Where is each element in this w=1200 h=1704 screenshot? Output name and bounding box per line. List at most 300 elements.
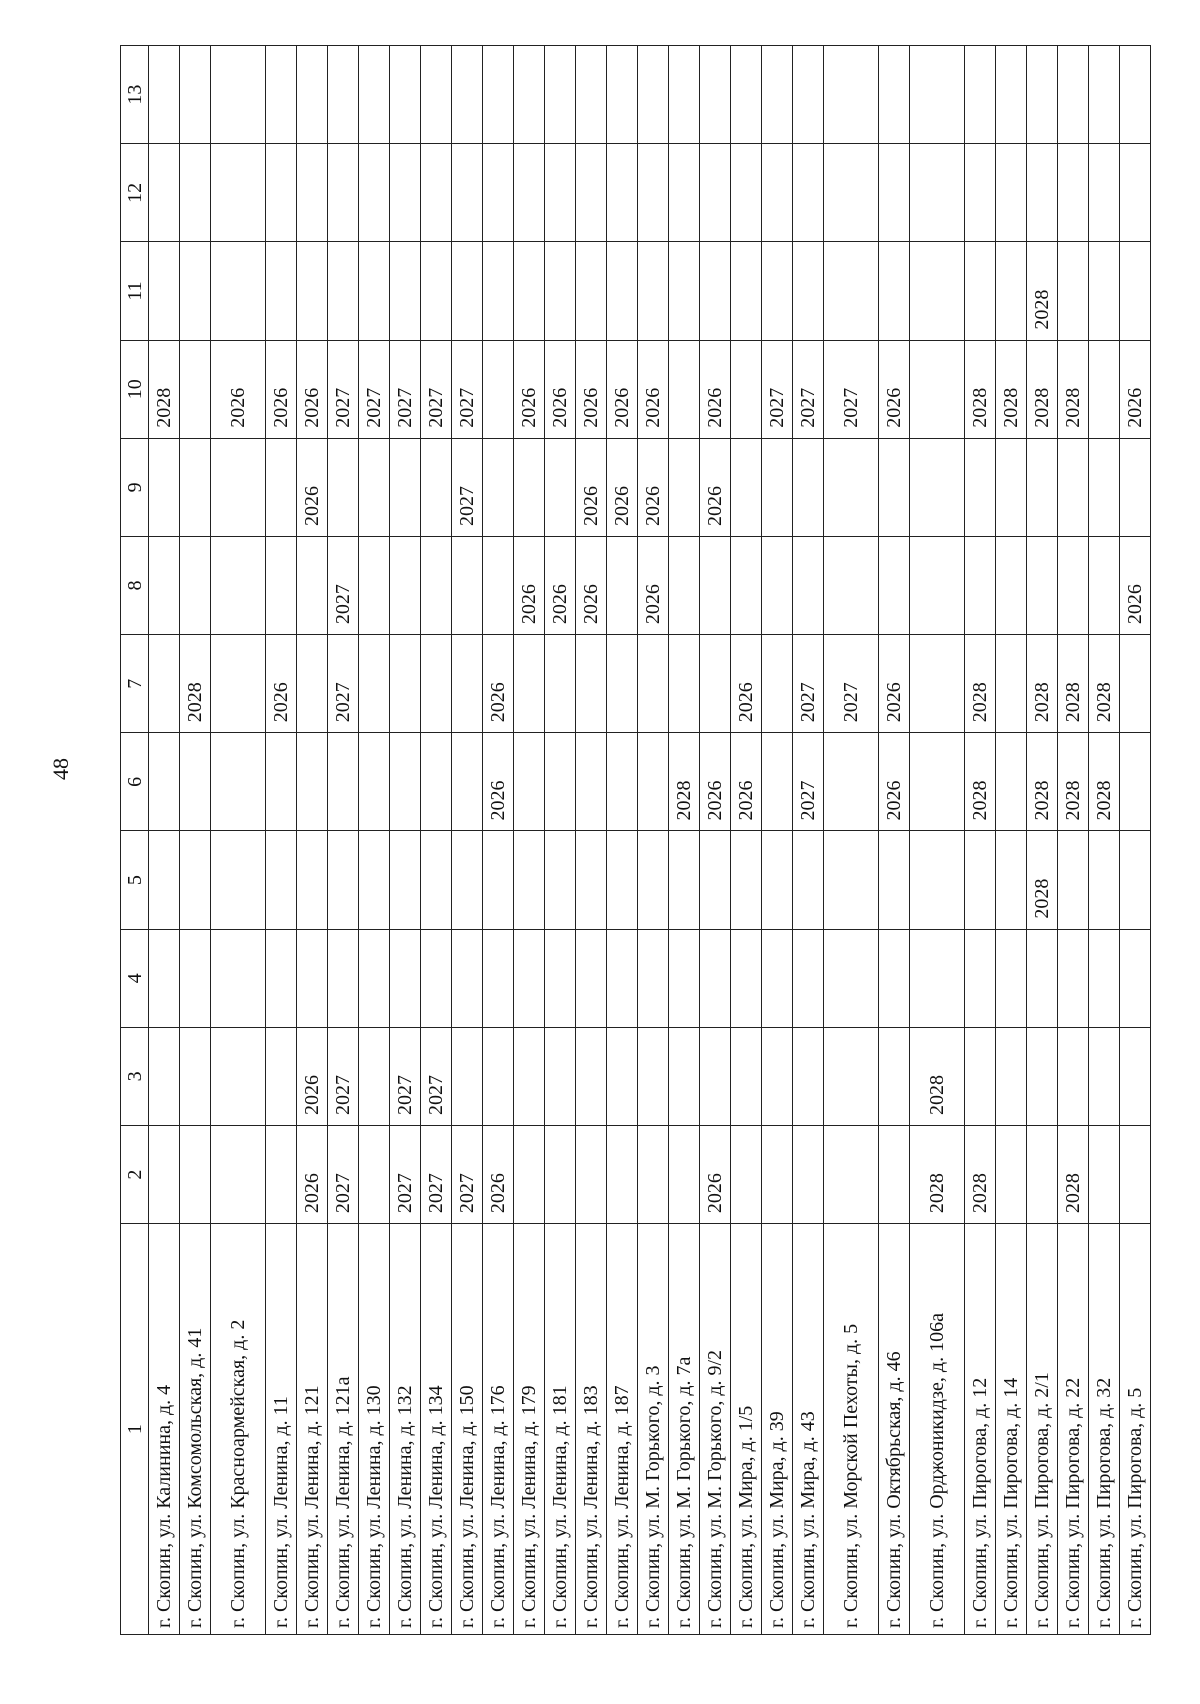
year-cell-col-5 (390, 831, 421, 929)
year-cell-col-12 (793, 144, 824, 242)
year-cell-col-7 (149, 635, 180, 733)
year-cell-col-9 (483, 438, 514, 536)
year-cell-col-5 (297, 831, 328, 929)
year-cell-col-11 (762, 242, 793, 340)
year-cell-col-6: 2028 (669, 733, 700, 831)
year-cell-col-13 (700, 46, 731, 144)
year-cell-col-9 (996, 438, 1027, 536)
year-cell-col-7 (762, 635, 793, 733)
year-cell-col-10 (180, 340, 211, 438)
year-cell-col-10: 2027 (359, 340, 390, 438)
year-cell-col-4 (700, 929, 731, 1027)
year-cell-col-3 (879, 1027, 910, 1125)
year-cell-col-13 (266, 46, 297, 144)
year-cell-col-5 (996, 831, 1027, 929)
table-row (211, 46, 266, 1635)
year-cell-col-2 (514, 1125, 545, 1223)
year-cell-col-5 (669, 831, 700, 929)
year-cell-col-2 (607, 1125, 638, 1223)
table-row (910, 46, 965, 1635)
year-cell-col-10: 2028 (149, 340, 180, 438)
year-cell-col-7: 2028 (180, 635, 211, 733)
year-cell-col-4 (1058, 929, 1089, 1027)
year-cell-col-2 (149, 1125, 180, 1223)
year-cell-col-11 (297, 242, 328, 340)
year-cell-col-12 (545, 144, 576, 242)
year-cell-col-3 (483, 1027, 514, 1125)
year-cell-col-13 (1058, 46, 1089, 144)
year-cell-col-9 (824, 438, 879, 536)
year-cell-col-13 (514, 46, 545, 144)
year-cell-col-12 (824, 144, 879, 242)
column-header-10: 10 (121, 340, 149, 438)
year-cell-col-6: 2027 (793, 733, 824, 831)
year-cell-col-11 (576, 242, 607, 340)
year-cell-col-12 (297, 144, 328, 242)
year-cell-col-6 (996, 733, 1027, 831)
year-cell-col-9 (359, 438, 390, 536)
year-cell-col-8 (1027, 536, 1058, 634)
year-cell-col-8 (824, 536, 879, 634)
column-header-7: 7 (121, 635, 149, 733)
year-cell-col-8 (266, 536, 297, 634)
year-cell-col-7 (638, 635, 669, 733)
year-cell-col-12 (1089, 144, 1120, 242)
year-cell-col-2: 2026 (297, 1125, 328, 1223)
year-cell-col-7 (545, 635, 576, 733)
year-cell-col-3 (1027, 1027, 1058, 1125)
year-cell-col-3 (1120, 1027, 1151, 1125)
year-cell-col-13 (607, 46, 638, 144)
address-cell: г. Скопин, ул. Комсомольская, д. 41 (180, 1224, 211, 1635)
year-cell-col-6 (421, 733, 452, 831)
year-cell-col-10 (483, 340, 514, 438)
year-cell-col-3 (793, 1027, 824, 1125)
year-cell-col-6: 2026 (731, 733, 762, 831)
year-cell-col-7: 2026 (483, 635, 514, 733)
year-cell-col-7: 2028 (1058, 635, 1089, 733)
year-cell-col-12 (607, 144, 638, 242)
year-cell-col-11 (638, 242, 669, 340)
year-cell-col-13 (576, 46, 607, 144)
year-cell-col-2 (545, 1125, 576, 1223)
year-cell-col-6 (452, 733, 483, 831)
year-cell-col-9: 2026 (297, 438, 328, 536)
year-cell-col-12 (514, 144, 545, 242)
year-cell-col-7: 2028 (1089, 635, 1120, 733)
year-cell-col-3 (266, 1027, 297, 1125)
year-cell-col-3 (149, 1027, 180, 1125)
year-cell-col-6: 2028 (1027, 733, 1058, 831)
table-row (483, 46, 514, 1635)
year-cell-col-3 (180, 1027, 211, 1125)
table-row (297, 46, 328, 1635)
year-cell-col-12 (328, 144, 359, 242)
address-cell: г. Скопин, ул. Ленина, д. 181 (545, 1224, 576, 1635)
year-cell-col-3 (359, 1027, 390, 1125)
year-cell-col-6 (180, 733, 211, 831)
year-cell-col-8 (149, 536, 180, 634)
year-cell-col-6 (1120, 733, 1151, 831)
year-cell-col-5 (180, 831, 211, 929)
year-cell-col-12 (965, 144, 996, 242)
year-cell-col-2 (1027, 1125, 1058, 1223)
year-cell-col-2 (762, 1125, 793, 1223)
year-cell-col-8 (669, 536, 700, 634)
year-cell-col-4 (483, 929, 514, 1027)
year-cell-col-12 (638, 144, 669, 242)
year-cell-col-3 (545, 1027, 576, 1125)
address-cell: г. Скопин, ул. Пирогова, д. 12 (965, 1224, 996, 1635)
column-header-6: 6 (121, 733, 149, 831)
year-cell-col-11 (149, 242, 180, 340)
year-cell-col-3 (669, 1027, 700, 1125)
year-cell-col-5 (149, 831, 180, 929)
year-cell-col-5 (965, 831, 996, 929)
year-cell-col-13 (638, 46, 669, 144)
year-cell-col-2: 2026 (483, 1125, 514, 1223)
year-cell-col-9 (211, 438, 266, 536)
table-row (421, 46, 452, 1635)
year-cell-col-7 (576, 635, 607, 733)
year-cell-col-6 (297, 733, 328, 831)
year-cell-col-6 (266, 733, 297, 831)
year-cell-col-2 (793, 1125, 824, 1223)
year-cell-col-13 (149, 46, 180, 144)
page-number: 48 (48, 758, 73, 780)
year-cell-col-3 (700, 1027, 731, 1125)
address-cell: г. Скопин, ул. Ленина, д. 187 (607, 1224, 638, 1635)
year-cell-col-9 (669, 438, 700, 536)
year-cell-col-11 (452, 242, 483, 340)
year-cell-col-5 (607, 831, 638, 929)
year-cell-col-5 (1058, 831, 1089, 929)
year-cell-col-7 (607, 635, 638, 733)
year-cell-col-8 (211, 536, 266, 634)
year-cell-col-8 (390, 536, 421, 634)
year-cell-col-2: 2027 (452, 1125, 483, 1223)
table-row (793, 46, 824, 1635)
year-cell-col-2: 2028 (1058, 1125, 1089, 1223)
address-cell: г. Скопин, ул. Ленина, д. 11 (266, 1224, 297, 1635)
year-cell-col-7 (669, 635, 700, 733)
year-cell-col-7 (910, 635, 965, 733)
year-cell-col-9 (1027, 438, 1058, 536)
year-cell-col-6: 2028 (1089, 733, 1120, 831)
year-cell-col-9 (421, 438, 452, 536)
year-cell-col-4 (297, 929, 328, 1027)
year-cell-col-5 (731, 831, 762, 929)
year-cell-col-4 (266, 929, 297, 1027)
year-cell-col-6 (762, 733, 793, 831)
table-row (700, 46, 731, 1635)
column-header-5: 5 (121, 831, 149, 929)
year-cell-col-6 (359, 733, 390, 831)
year-cell-col-2 (996, 1125, 1027, 1223)
year-cell-col-13 (996, 46, 1027, 144)
year-cell-col-13 (762, 46, 793, 144)
year-cell-col-9 (1058, 438, 1089, 536)
year-cell-col-11: 2028 (1027, 242, 1058, 340)
year-cell-col-11 (669, 242, 700, 340)
year-cell-col-2: 2028 (910, 1125, 965, 1223)
column-header-9: 9 (121, 438, 149, 536)
year-cell-col-7: 2026 (879, 635, 910, 733)
year-cell-col-3 (824, 1027, 879, 1125)
year-cell-col-5 (879, 831, 910, 929)
year-cell-col-12 (266, 144, 297, 242)
year-cell-col-12 (879, 144, 910, 242)
year-cell-col-8 (996, 536, 1027, 634)
year-cell-col-3 (731, 1027, 762, 1125)
year-cell-col-10 (731, 340, 762, 438)
year-cell-col-11 (266, 242, 297, 340)
table-row (879, 46, 910, 1635)
year-cell-col-7: 2028 (965, 635, 996, 733)
year-cell-col-11 (824, 242, 879, 340)
year-cell-col-10: 2027 (762, 340, 793, 438)
year-cell-col-3 (452, 1027, 483, 1125)
year-cell-col-5 (421, 831, 452, 929)
year-cell-col-12 (762, 144, 793, 242)
year-cell-col-3 (1089, 1027, 1120, 1125)
address-cell: г. Скопин, ул. Октябрьская, д. 46 (879, 1224, 910, 1635)
year-cell-col-7 (297, 635, 328, 733)
address-cell: г. Скопин, ул. Пирогова, д. 22 (1058, 1224, 1089, 1635)
year-cell-col-7: 2026 (266, 635, 297, 733)
column-header-3: 3 (121, 1027, 149, 1125)
year-cell-col-11 (910, 242, 965, 340)
year-cell-col-8 (452, 536, 483, 634)
year-cell-col-4 (421, 929, 452, 1027)
address-cell: г. Скопин, ул. Ленина, д. 150 (452, 1224, 483, 1635)
year-cell-col-8 (910, 536, 965, 634)
year-cell-col-3 (996, 1027, 1027, 1125)
year-cell-col-5: 2028 (1027, 831, 1058, 929)
address-cell: г. Скопин, ул. Ленина, д. 183 (576, 1224, 607, 1635)
year-cell-col-6 (910, 733, 965, 831)
table-row (1120, 46, 1151, 1635)
year-cell-col-11 (793, 242, 824, 340)
table-row (545, 46, 576, 1635)
year-cell-col-10: 2028 (1027, 340, 1058, 438)
year-cell-col-4 (910, 929, 965, 1027)
table-row (514, 46, 545, 1635)
year-cell-col-10 (669, 340, 700, 438)
year-cell-col-10: 2026 (545, 340, 576, 438)
year-cell-col-2 (1089, 1125, 1120, 1223)
year-cell-col-8: 2026 (576, 536, 607, 634)
year-cell-col-6 (149, 733, 180, 831)
address-cell: г. Скопин, ул. Пирогова, д. 2/1 (1027, 1224, 1058, 1635)
address-cell: г. Скопин, ул. Ленина, д. 176 (483, 1224, 514, 1635)
schedule-table-wrapper (120, 45, 1151, 1635)
year-cell-col-3: 2027 (421, 1027, 452, 1125)
year-cell-col-7 (452, 635, 483, 733)
year-cell-col-5 (266, 831, 297, 929)
year-cell-col-4 (359, 929, 390, 1027)
year-cell-col-2 (576, 1125, 607, 1223)
year-cell-col-2 (638, 1125, 669, 1223)
year-cell-col-8 (793, 536, 824, 634)
year-cell-col-7: 2027 (824, 635, 879, 733)
year-cell-col-9 (731, 438, 762, 536)
year-cell-col-12 (910, 144, 965, 242)
table-row (1058, 46, 1089, 1635)
address-cell: г. Скопин, ул. Ленина, д. 121а (328, 1224, 359, 1635)
year-cell-col-3 (965, 1027, 996, 1125)
year-cell-col-5 (762, 831, 793, 929)
year-cell-col-13 (1120, 46, 1151, 144)
year-cell-col-12 (1058, 144, 1089, 242)
year-cell-col-10: 2027 (452, 340, 483, 438)
year-cell-col-2 (1120, 1125, 1151, 1223)
year-cell-col-11 (390, 242, 421, 340)
table-row (638, 46, 669, 1635)
address-cell: г. Скопин, ул. Ленина, д. 130 (359, 1224, 390, 1635)
year-cell-col-4 (824, 929, 879, 1027)
year-cell-col-4 (793, 929, 824, 1027)
year-cell-col-12 (180, 144, 211, 242)
year-cell-col-6: 2026 (879, 733, 910, 831)
year-cell-col-4 (965, 929, 996, 1027)
year-cell-col-5 (1089, 831, 1120, 929)
year-cell-col-2 (180, 1125, 211, 1223)
table-row (452, 46, 483, 1635)
year-cell-col-10: 2026 (638, 340, 669, 438)
year-cell-col-4 (149, 929, 180, 1027)
year-cell-col-11 (545, 242, 576, 340)
year-cell-col-3: 2027 (390, 1027, 421, 1125)
year-cell-col-10: 2026 (211, 340, 266, 438)
year-cell-col-12 (149, 144, 180, 242)
year-cell-col-2 (211, 1125, 266, 1223)
year-cell-col-11 (421, 242, 452, 340)
year-cell-col-3 (1058, 1027, 1089, 1125)
year-cell-col-13 (1089, 46, 1120, 144)
table-row (180, 46, 211, 1635)
year-cell-col-10: 2027 (824, 340, 879, 438)
year-cell-col-10: 2027 (793, 340, 824, 438)
year-cell-col-9 (965, 438, 996, 536)
address-cell: г. Скопин, ул. М. Горького, д. 9/2 (700, 1224, 731, 1635)
year-cell-col-10: 2028 (1058, 340, 1089, 438)
schedule-table (120, 45, 1151, 1635)
table-row (576, 46, 607, 1635)
year-cell-col-9 (180, 438, 211, 536)
year-cell-col-5 (514, 831, 545, 929)
year-cell-col-5 (910, 831, 965, 929)
table-row (731, 46, 762, 1635)
year-cell-col-7 (1120, 635, 1151, 733)
year-cell-col-11 (1058, 242, 1089, 340)
year-cell-col-6 (824, 733, 879, 831)
address-cell: г. Скопин, ул. Калинина, д. 4 (149, 1224, 180, 1635)
year-cell-col-4 (879, 929, 910, 1027)
year-cell-col-11 (514, 242, 545, 340)
year-cell-col-10: 2026 (576, 340, 607, 438)
year-cell-col-3: 2027 (328, 1027, 359, 1125)
year-cell-col-12 (1120, 144, 1151, 242)
year-cell-col-4 (545, 929, 576, 1027)
year-cell-col-6: 2026 (483, 733, 514, 831)
address-cell: г. Скопин, ул. Ленина, д. 132 (390, 1224, 421, 1635)
year-cell-col-8: 2027 (328, 536, 359, 634)
year-cell-col-8 (879, 536, 910, 634)
year-cell-col-11 (965, 242, 996, 340)
address-cell: г. Скопин, ул. Ленина, д. 121 (297, 1224, 328, 1635)
year-cell-col-8 (359, 536, 390, 634)
year-cell-col-5 (576, 831, 607, 929)
year-cell-col-3 (762, 1027, 793, 1125)
year-cell-col-9 (149, 438, 180, 536)
year-cell-col-7 (390, 635, 421, 733)
year-cell-col-7: 2026 (731, 635, 762, 733)
year-cell-col-13 (421, 46, 452, 144)
year-cell-col-13 (452, 46, 483, 144)
year-cell-col-11 (731, 242, 762, 340)
address-cell: г. Скопин, ул. Мира, д. 1/5 (731, 1224, 762, 1635)
table-row (359, 46, 390, 1635)
year-cell-col-7 (359, 635, 390, 733)
table-row (607, 46, 638, 1635)
year-cell-col-9 (879, 438, 910, 536)
year-cell-col-4 (638, 929, 669, 1027)
year-cell-col-2 (731, 1125, 762, 1223)
year-cell-col-4 (607, 929, 638, 1027)
year-cell-col-13 (879, 46, 910, 144)
year-cell-col-3: 2026 (297, 1027, 328, 1125)
year-cell-col-11 (1120, 242, 1151, 340)
year-cell-col-2: 2027 (328, 1125, 359, 1223)
year-cell-col-7: 2028 (1027, 635, 1058, 733)
year-cell-col-10: 2027 (328, 340, 359, 438)
table-row (824, 46, 879, 1635)
year-cell-col-12 (483, 144, 514, 242)
year-cell-col-12 (996, 144, 1027, 242)
year-cell-col-4 (762, 929, 793, 1027)
table-row (390, 46, 421, 1635)
header-row (121, 46, 149, 1635)
year-cell-col-10 (910, 340, 965, 438)
address-cell: г. Скопин, ул. М. Горького, д. 7а (669, 1224, 700, 1635)
year-cell-col-2: 2028 (965, 1125, 996, 1223)
address-cell: г. Скопин, ул. Мира, д. 39 (762, 1224, 793, 1635)
year-cell-col-4 (669, 929, 700, 1027)
year-cell-col-5 (328, 831, 359, 929)
year-cell-col-6 (545, 733, 576, 831)
year-cell-col-9: 2026 (638, 438, 669, 536)
year-cell-col-12 (576, 144, 607, 242)
address-cell: г. Скопин, ул. Ленина, д. 179 (514, 1224, 545, 1635)
year-cell-col-2 (669, 1125, 700, 1223)
address-cell: г. Скопин, ул. М. Горького, д. 3 (638, 1224, 669, 1635)
year-cell-col-10: 2028 (996, 340, 1027, 438)
year-cell-col-13 (390, 46, 421, 144)
year-cell-col-10: 2026 (514, 340, 545, 438)
year-cell-col-11 (180, 242, 211, 340)
address-cell: г. Скопин, ул. Красноармейская, д. 2 (211, 1224, 266, 1635)
year-cell-col-13 (328, 46, 359, 144)
year-cell-col-3 (607, 1027, 638, 1125)
table-row (762, 46, 793, 1635)
year-cell-col-8 (965, 536, 996, 634)
year-cell-col-8 (762, 536, 793, 634)
year-cell-col-6: 2026 (700, 733, 731, 831)
year-cell-col-13 (211, 46, 266, 144)
year-cell-col-12 (669, 144, 700, 242)
table-row (996, 46, 1027, 1635)
